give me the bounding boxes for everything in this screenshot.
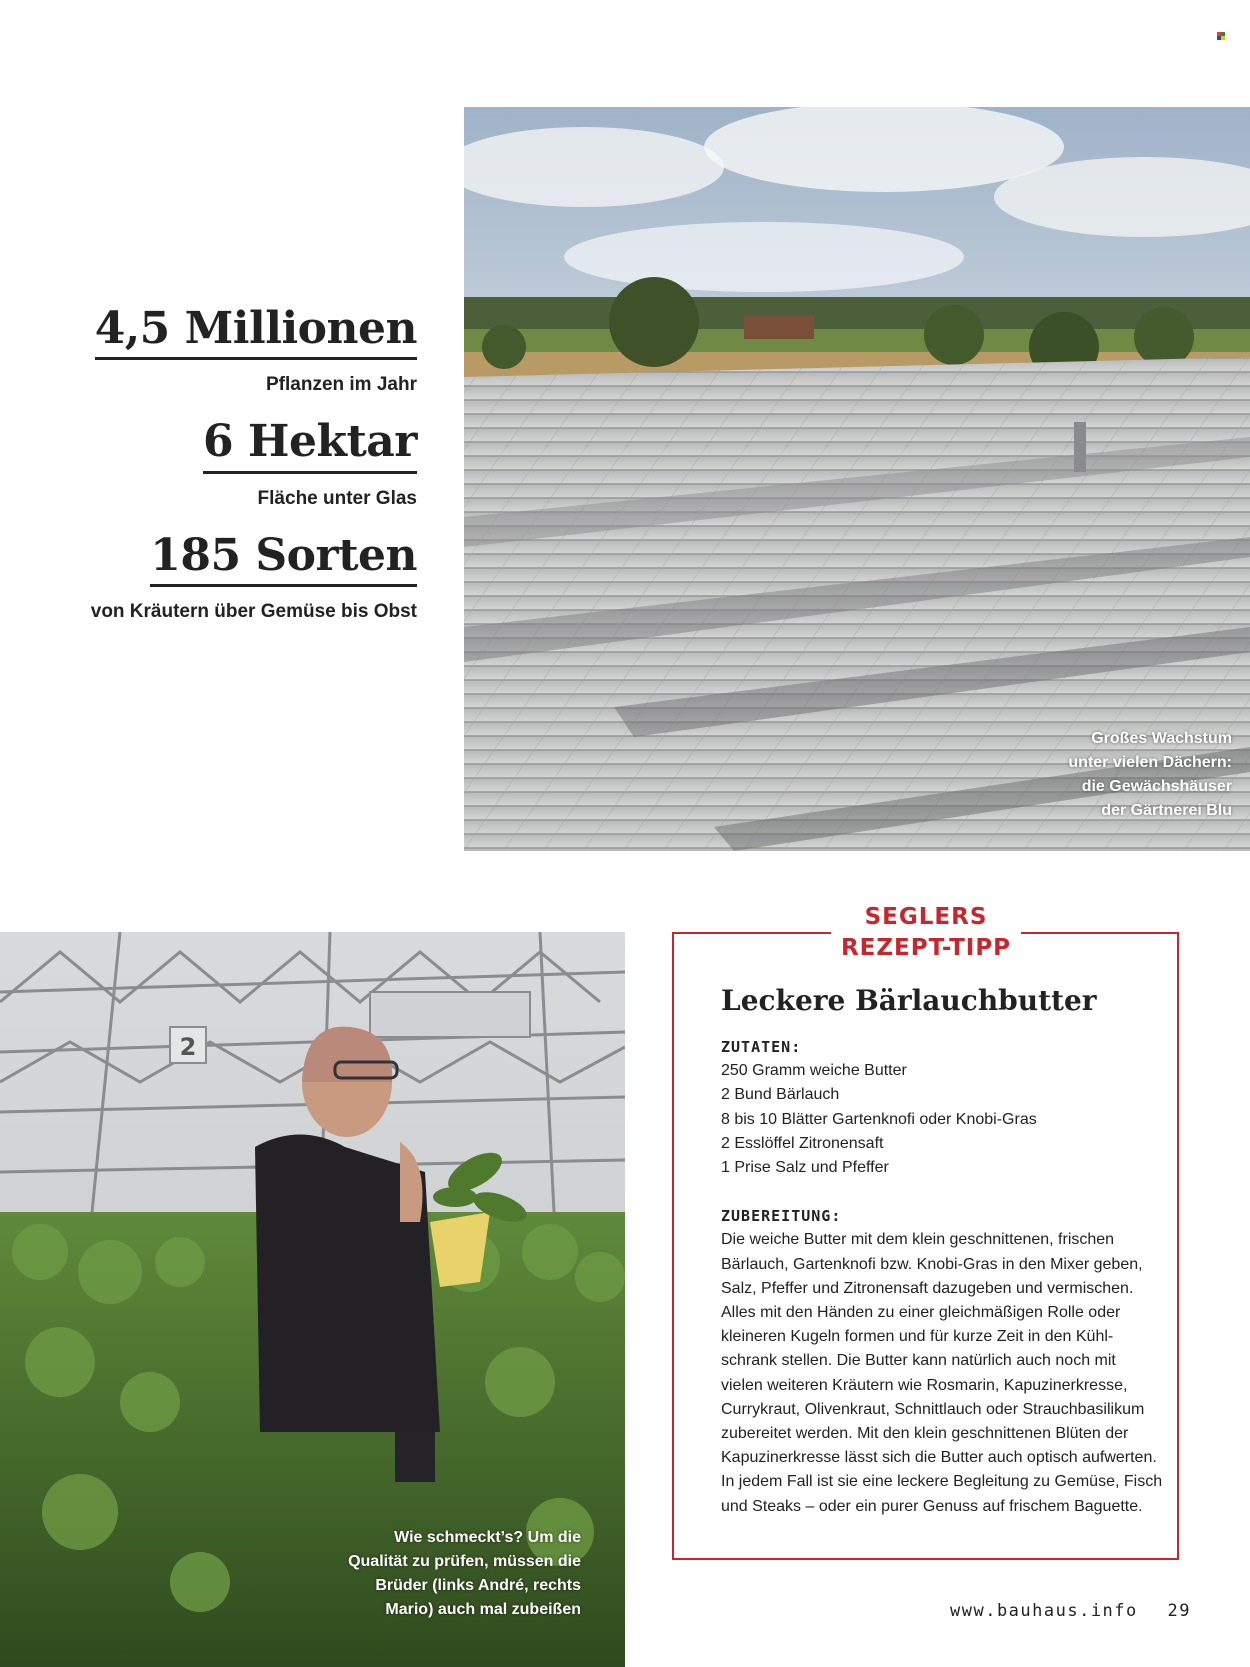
greenhouse-interior-photo [0,932,625,1667]
preparation-line: schrank stellen. Die Butter kann natürlich auch noch mit [721,1352,1116,1370]
preparation-text [721,1228,1171,1518]
greenhouse-roofs-photo [464,107,1250,851]
ingredient-item: 250 Gramm weiche Butter [721,1062,907,1080]
top-photo-caption [1068,727,1232,823]
stat-label: von Kräutern über Gemüse bis Obst [90,601,417,623]
preparation-line: Currykraut, Olivenkraut, Schnittlauch oder Strauchbasilikum [721,1400,1145,1418]
stat-area [60,418,417,509]
recipe-title: Leckere Bärlauchbutter [721,984,1097,1017]
preparation-line: zubereitet werden. Mit den klein geschnittenen Blüten der [721,1425,1129,1443]
preparation-line: In jedem Fall ist sie eine leckere Begleitung zu Gemüse, Fisch [721,1473,1163,1491]
caption-line: Qualität zu prüfen, müssen die [348,1553,581,1570]
ingredient-item: 2 Esslöffel Zitronensaft [721,1134,884,1152]
key-figures [60,305,417,645]
recipe-body [721,1035,1171,1519]
ingredient-item: 2 Bund Bärlauch [721,1086,840,1104]
kicker-line: SEGLERS [864,904,988,930]
preparation-line: Alles mit den Händen zu einer gleichmäßigen Rolle oder [721,1304,1121,1322]
kicker-line: REZEPT-TIPP [840,935,1012,961]
ingredient-item: 1 Prise Salz und Pfeffer [721,1159,889,1177]
bottom-photo-caption [281,1526,581,1622]
stat-label: Fläche unter Glas [257,487,417,509]
ingredients-list [721,1059,1171,1180]
caption-line: die Gewächshäuser [1081,778,1232,795]
caption-line: unter vielen Dächern: [1068,754,1232,771]
page-footer [950,1601,1191,1621]
ingredient-item: 8 bis 10 Blätter Gartenknofi oder Knobi-Gras [721,1110,1037,1128]
preparation-line: Die weiche Butter mit dem klein geschnittenen, frischen [721,1231,1115,1249]
color-registration-mark [1217,32,1226,41]
stat-value: 6 Hektar [203,418,417,473]
preparation-line: Kapuzinerkresse lässt sich die Butter auch optisch aufwerten. [721,1449,1157,1467]
stat-plants [60,305,417,396]
recipe-kicker [831,902,1021,964]
caption-line: Mario) auch mal zubeißen [385,1601,581,1618]
caption-line: Brüder (links André, rechts [375,1577,581,1594]
caption-line: Großes Wachstum [1091,730,1232,747]
stat-label: Pflanzen im Jahr [266,374,417,396]
preparation-line: kleineren Kugeln formen und für kurze Zeit in den Kühl- [721,1328,1114,1346]
greenhouse-row-sign: 2 [179,1033,197,1061]
preparation-line: Bärlauch, Gartenknofi bzw. Knobi-Gras in den Mixer geben, [721,1255,1143,1273]
preparation-line: und Steaks – oder ein purer Genuss auf frischem Baguette. [721,1497,1143,1515]
preparation-line: vielen weiteren Kräutern wie Rosmarin, Kapuzinerkresse, [721,1376,1128,1394]
caption-line: der Gärtnerei Blu [1101,802,1232,819]
preparation-line: Salz, Pfeffer und Zitronensaft dazugeben und vermischen. [721,1279,1134,1297]
stat-value: 4,5 Millionen [95,305,417,360]
footer-url[interactable]: www.bauhaus.info [950,1601,1138,1621]
page-number: 29 [1167,1601,1191,1621]
stat-value: 185 Sorten [150,532,417,587]
caption-line: Wie schmeckt’s? Um die [394,1529,581,1546]
stat-varieties [60,529,417,623]
ingredients-heading: ZUTATEN: [721,1038,802,1056]
preparation-heading: ZUBEREITUNG: [721,1207,842,1226]
